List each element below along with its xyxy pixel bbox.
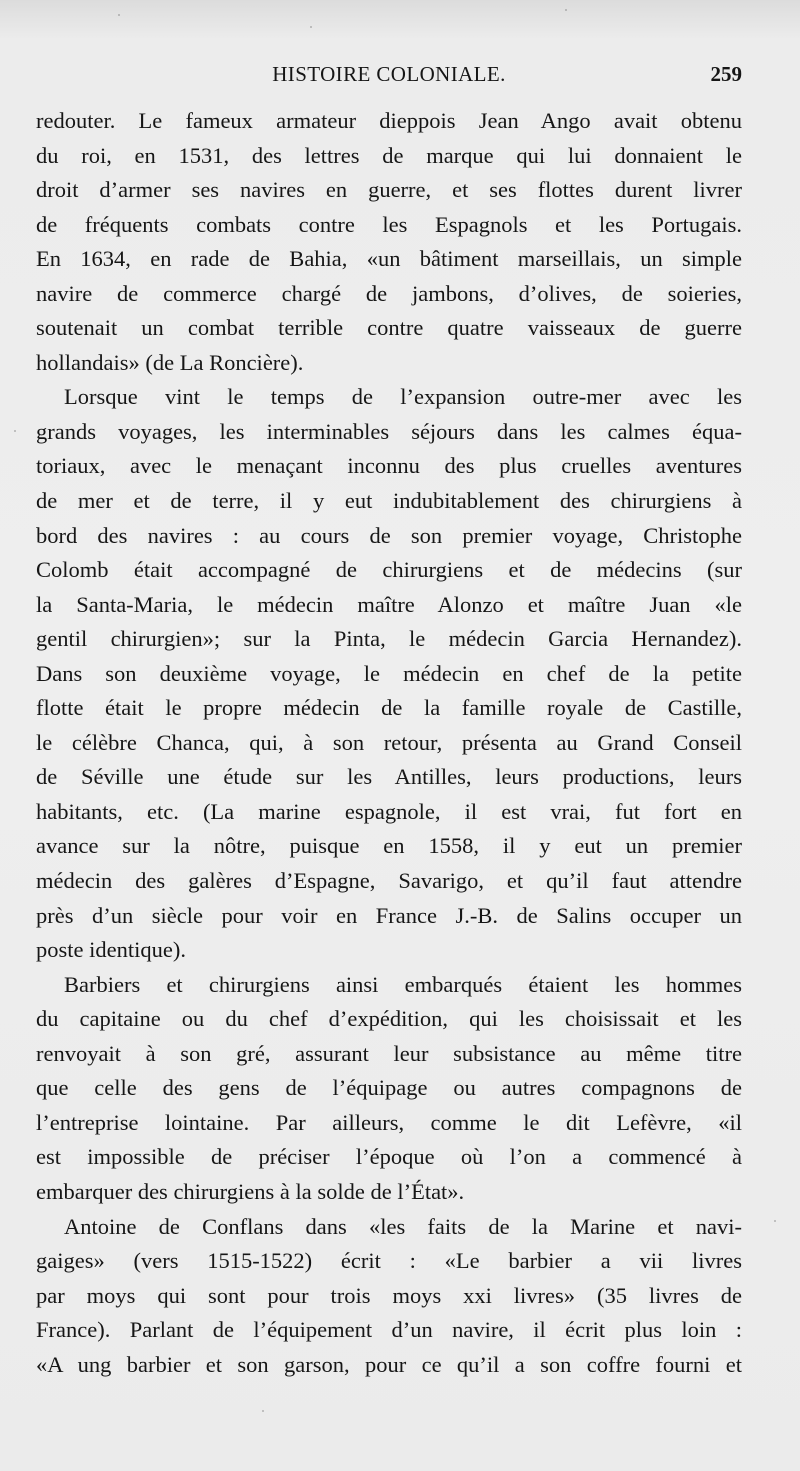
text-line: hollandais» (de La Roncière).	[36, 349, 304, 375]
text-line: de Séville une étude sur les Antilles, leurs productions, leurs	[36, 764, 742, 790]
text-line: France). Parlant de l’équipement d’un navire, il écrit plus loin :	[36, 1317, 742, 1343]
text-line: avance sur la nôtre, puisque en 1558, il y eut un premier	[36, 833, 742, 859]
text-line: Colomb était accompagné de chirurgiens et de médecins (sur	[36, 557, 742, 583]
text-line: Barbiers et chirurgiens ainsi embarqués étaient les hommes	[64, 971, 742, 997]
text-line: flotte était le propre médecin de la famille royale de Castille,	[36, 695, 742, 721]
paper-speck	[565, 9, 567, 11]
text-line: de mer et de terre, il y eut indubitablement des chirurgiens à	[36, 488, 742, 514]
paper-speck	[14, 430, 16, 432]
text-line: du capitaine ou du chef d’expédition, qui les choisissait et les	[36, 1006, 742, 1032]
paper-speck	[774, 1220, 776, 1222]
text-line: Antoine de Conflans dans «les faits de la Marine et navi-	[64, 1213, 742, 1239]
text-line: droit d’armer ses navires en guerre, et ses flottes durent livrer	[36, 177, 742, 203]
text-line: du roi, en 1531, des lettres de marque qui lui donnaient le	[36, 142, 742, 168]
text-line: par moys qui sont pour trois moys xxi livres» (35 livres de	[36, 1282, 742, 1308]
text-line: Dans son deuxième voyage, le médecin en chef de la petite	[36, 660, 742, 686]
text-line: «A ung barbier et son garson, pour ce qu’il a son coffre fourni et	[36, 1351, 742, 1377]
text-line: médecin des galères d’Espagne, Savarigo, et qu’il faut attendre	[36, 868, 742, 894]
text-line: que celle des gens de l’équipage ou autres compagnons de	[36, 1075, 742, 1101]
text-line: renvoyait à son gré, assurant leur subsistance au même titre	[36, 1040, 742, 1066]
text-line: bord des navires : au cours de son premier voyage, Christophe	[36, 522, 742, 548]
text-line: redouter. Le fameux armateur dieppois Jean Ango avait obtenu	[36, 108, 742, 133]
text-line: gentil chirurgien»; sur la Pinta, le médecin Garcia Hernandez).	[36, 626, 742, 652]
text-line: de fréquents combats contre les Espagnols et les Portugais.	[36, 211, 742, 237]
body-text	[36, 104, 742, 1382]
text-line: habitants, etc. (La marine espagnole, il est vrai, fut fort en	[36, 798, 742, 824]
page-number: 259	[710, 62, 742, 86]
text-line: gaiges» (vers 1515-1522) écrit : «Le barbier a vii livres	[36, 1248, 742, 1274]
text-line: embarquer des chirurgiens à la solde de l’État».	[36, 1178, 465, 1204]
text-line: grands voyages, les interminables séjours dans les calmes équa-	[36, 418, 742, 444]
page-header	[36, 62, 742, 96]
running-title: HISTOIRE COLONIALE.	[272, 62, 506, 86]
paper-speck	[118, 14, 120, 16]
paper-speck	[310, 26, 312, 28]
text-line: Lorsque vint le temps de l’expansion outre-mer avec les	[64, 384, 742, 410]
text-line: la Santa-Maria, le médecin maître Alonzo et maître Juan «le	[36, 591, 742, 617]
text-line: En 1634, en rade de Bahia, «un bâtiment marseillais, un simple	[36, 246, 742, 272]
text-line: près d’un siècle pour voir en France J.-B. de Salins occuper un	[36, 902, 742, 928]
text-line: le célèbre Chanca, qui, à son retour, présenta au Grand Conseil	[36, 729, 742, 755]
text-line: l’entreprise lointaine. Par ailleurs, comme le dit Lefèvre, «il	[36, 1109, 742, 1135]
paper-speck	[262, 1410, 264, 1412]
text-line: navire de commerce chargé de jambons, d’olives, de soieries,	[36, 280, 742, 306]
text-line: poste identique).	[36, 937, 186, 963]
text-line: est impossible de préciser l’époque où l’on a commencé à	[36, 1144, 742, 1170]
text-line: toriaux, avec le menaçant inconnu des plus cruelles aventures	[36, 453, 742, 479]
text-line: soutenait un combat terrible contre quatre vaisseaux de guerre	[36, 315, 742, 341]
